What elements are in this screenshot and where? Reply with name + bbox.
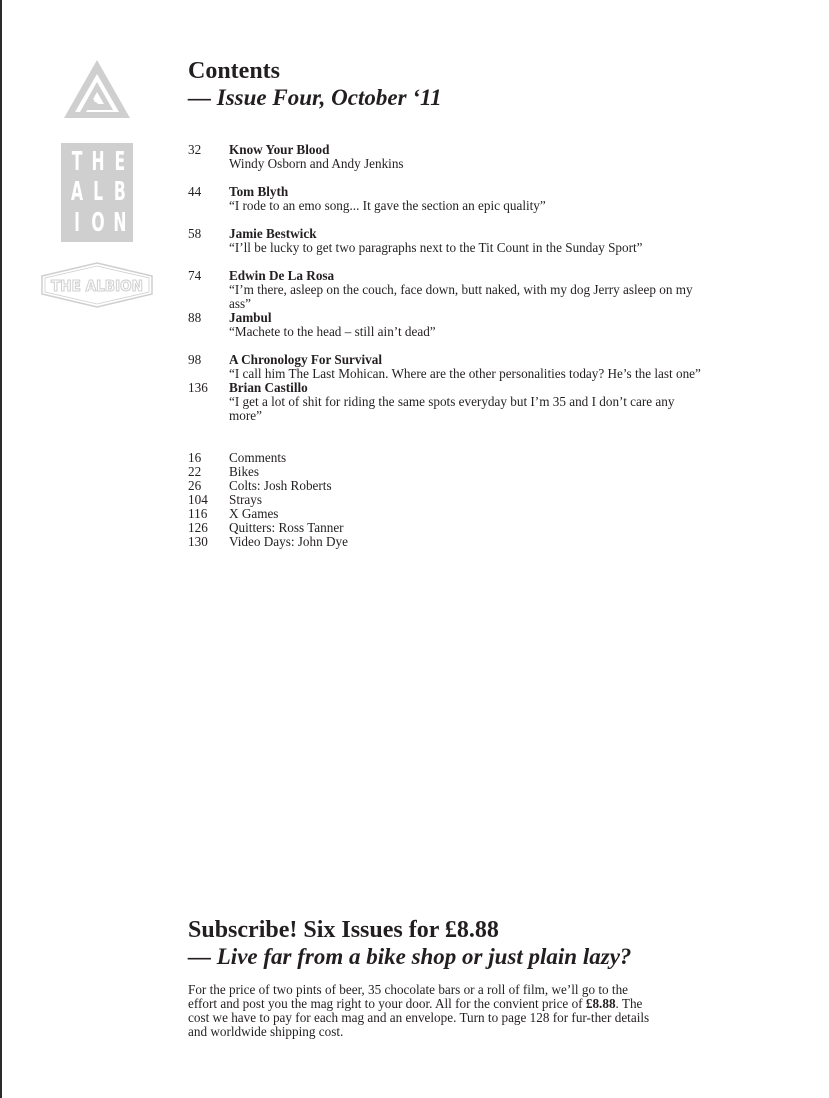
- subscribe-body: [188, 983, 658, 1039]
- wordmark-letter: O: [91, 207, 105, 238]
- entry-title: Video Days: John Dye: [229, 534, 348, 549]
- toc-entry: [188, 451, 348, 465]
- page-number: 74: [188, 268, 202, 283]
- page-number: 44: [188, 184, 202, 199]
- toc-entry: [188, 311, 708, 339]
- page-number: 104: [188, 492, 208, 507]
- entry-title: Strays: [229, 492, 262, 507]
- subscribe-price: £8.88: [585, 996, 616, 1011]
- regulars-list: [188, 451, 348, 549]
- triangle-logo-icon: [62, 58, 132, 120]
- wordmark-letter: A: [71, 177, 84, 208]
- entry-desc: “I get a lot of shit for riding the same spots everyday but I’m 35 and I don’t care any more”: [229, 394, 675, 423]
- toc-entry: [188, 227, 708, 255]
- entry-title: Jambul: [229, 310, 272, 325]
- toc-entry: [188, 507, 348, 521]
- entry-desc: “I’ll be lucky to get two paragraphs next to the Tit Count in the Sunday Sport”: [229, 240, 643, 255]
- toc-entry: [188, 269, 708, 311]
- page-number: 88: [188, 310, 202, 325]
- subscribe-subheading: — Live far from a bike shop or just plain lazy?: [188, 944, 632, 969]
- toc-entry: [188, 185, 708, 213]
- toc-entry: [188, 353, 708, 381]
- page-number: 126: [188, 520, 208, 535]
- entry-title: Bikes: [229, 464, 260, 479]
- entry-title: Comments: [229, 450, 287, 465]
- entry-title: Colts: Josh Roberts: [229, 478, 332, 493]
- toc-entry: [188, 479, 348, 493]
- feature-list: [188, 143, 708, 423]
- page-number: 22: [188, 464, 202, 479]
- entry-title: X Games: [229, 506, 279, 521]
- badge-wordmark-icon: [41, 262, 153, 308]
- wordmark-letter: I: [74, 207, 80, 238]
- toc-entry: [188, 521, 348, 535]
- svg-text:THE ALBION: THE ALBION: [51, 277, 143, 295]
- entry-title: Brian Castillo: [229, 380, 308, 395]
- subscribe-heading: Subscribe! Six Issues for £8.88: [188, 917, 499, 943]
- wordmark-letter: E: [114, 147, 126, 178]
- toc-entry: [188, 381, 708, 423]
- page-number: 116: [188, 506, 208, 521]
- page-left-edge: [0, 0, 2, 1098]
- toc-entry: [188, 465, 348, 479]
- page-number: 26: [188, 478, 202, 493]
- page-number: 130: [188, 534, 208, 549]
- page-number: 136: [188, 380, 208, 395]
- entry-title: Tom Blyth: [229, 184, 289, 199]
- page-number: 32: [188, 142, 202, 157]
- issue-subtitle: — Issue Four, October ‘11: [188, 85, 442, 110]
- entry-desc: “I call him The Last Mohican. Where are the other personalities today? He’s the last one”: [229, 366, 701, 381]
- toc-entry: [188, 493, 348, 507]
- toc-entry: [188, 535, 348, 549]
- toc-entry: [188, 143, 708, 171]
- entry-desc: “Machete to the head – still ain’t dead”: [229, 324, 436, 339]
- subscribe-text: For the price of two pints of beer, 35 chocolate bars or a roll of film, we’ll go to the effort and post you the mag right to your door. All for the convient price of: [188, 982, 629, 1011]
- page-title: Contents: [188, 58, 281, 84]
- wordmark-letter: H: [91, 147, 105, 178]
- entry-desc: “I rode to an emo song... It gave the section an epic quality”: [229, 198, 546, 213]
- wordmark-letter: N: [113, 207, 127, 238]
- entry-title: Edwin De La Rosa: [229, 268, 335, 283]
- page-number: 16: [188, 450, 202, 465]
- wordmark-letter: T: [71, 147, 83, 178]
- entry-title: Jamie Bestwick: [229, 226, 317, 241]
- page-number: 98: [188, 352, 202, 367]
- wordmark-letter: L: [93, 177, 104, 208]
- entry-title: A Chronology For Survival: [229, 352, 383, 367]
- subscribe-text: . The cost we have to pay for each mag and an envelope. Turn to page 128 for fur-ther details and worldwide shipping cost.: [188, 996, 650, 1039]
- stacked-wordmark-logo: [61, 143, 133, 242]
- entry-desc: Windy Osborn and Andy Jenkins: [229, 156, 404, 171]
- entry-desc: “I’m there, asleep on the couch, face down, butt naked, with my dog Jerry asleep on my ass”: [229, 282, 693, 311]
- page-number: 58: [188, 226, 202, 241]
- entry-title: Know Your Blood: [229, 142, 330, 157]
- wordmark-letter: B: [114, 177, 127, 208]
- entry-title: Quitters: Ross Tanner: [229, 520, 344, 535]
